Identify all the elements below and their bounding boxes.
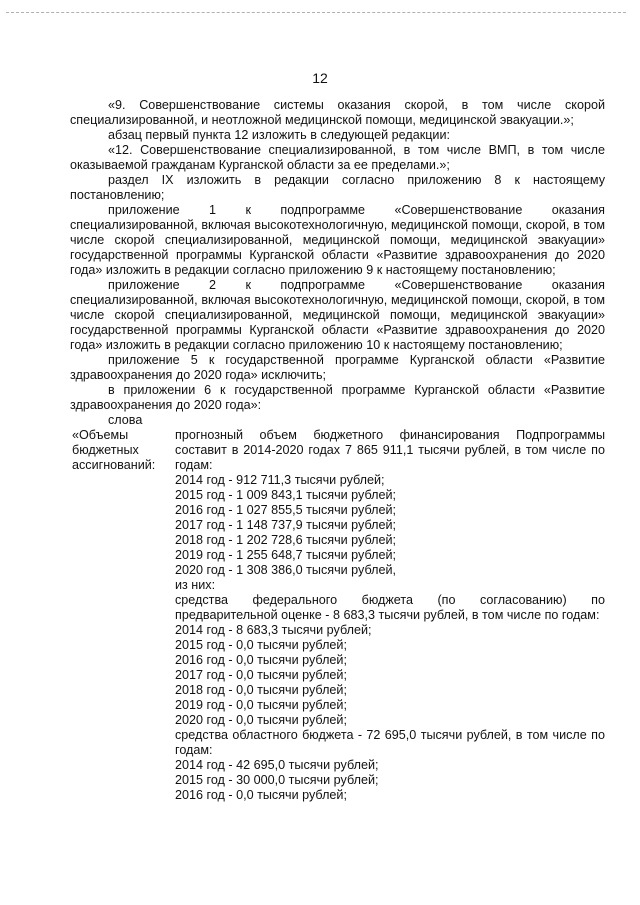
- federal-year-line: 2019 год - 0,0 тысячи рублей;: [175, 698, 347, 712]
- paragraph-item-12: «12. Совершенствование специализированной, в том числе ВМП, в том числе оказываемой гражданам Курганской области за ее пределами.»;: [70, 143, 605, 172]
- federal-year-line: 2014 год - 8 683,3 тысячи рублей;: [175, 623, 372, 637]
- total-year-line: 2020 год - 1 308 386,0 тысячи рублей,: [175, 563, 396, 577]
- budget-table: [70, 428, 605, 803]
- regional-year-line: 2016 год - 0,0 тысячи рублей;: [175, 788, 347, 802]
- budget-details: [175, 428, 605, 803]
- paragraph-appendix-6: в приложении 6 к государственной программе Курганской области «Развитие здравоохранения до 2020 года»:: [70, 383, 605, 412]
- federal-year-line: 2020 год - 0,0 тысячи рублей;: [175, 713, 347, 727]
- scan-edge-line: [6, 12, 626, 16]
- budget-label: «Объемы бюджетных ассигнований:: [72, 428, 156, 472]
- regional-intro: средства областного бюджета - 72 695,0 тысячи рублей, в том числе по годам:: [175, 728, 605, 757]
- paragraph-section-ix: раздел IX изложить в редакции согласно приложению 8 к настоящему постановлению;: [70, 173, 605, 202]
- page-number: 12: [312, 70, 328, 86]
- federal-intro: средства федерального бюджета (по согласованию) по предварительной оценке - 8 683,3 тысячи рублей, в том числе по годам:: [175, 593, 605, 622]
- total-year-line: 2018 год - 1 202 728,6 тысячи рублей;: [175, 533, 396, 547]
- paragraph-appendix-5: приложение 5 к государственной программе Курганской области «Развитие здравоохранения до 2020 года» исключить;: [70, 353, 605, 382]
- of-them-label: из них:: [175, 578, 216, 592]
- federal-year-line: 2018 год - 0,0 тысячи рублей;: [175, 683, 347, 697]
- regional-year-line: 2014 год - 42 695,0 тысячи рублей;: [175, 758, 379, 772]
- regional-year-line: 2015 год - 30 000,0 тысячи рублей;: [175, 773, 379, 787]
- budget-intro: прогнозный объем бюджетного финансирования Подпрограммы составит в 2014-2020 годах 7 865 911,1 тысячи рублей, в том числе по годам:: [175, 428, 605, 472]
- federal-year-line: 2017 год - 0,0 тысячи рублей;: [175, 668, 347, 682]
- federal-year-line: 2016 год - 0,0 тысячи рублей;: [175, 653, 347, 667]
- total-year-line: 2016 год - 1 027 855,5 тысячи рублей;: [175, 503, 396, 517]
- paragraph-words: слова: [108, 413, 143, 427]
- total-year-line: 2017 год - 1 148 737,9 тысячи рублей;: [175, 518, 396, 532]
- paragraph-instruction: абзац первый пункта 12 изложить в следующей редакции:: [108, 128, 450, 142]
- document-body: [70, 98, 605, 803]
- federal-year-line: 2015 год - 0,0 тысячи рублей;: [175, 638, 347, 652]
- paragraph-item-9: «9. Совершенствование системы оказания скорой, в том числе скорой специализированной, и неотложной медицинской помощи, медицинской эвакуации.»;: [70, 98, 605, 127]
- paragraph-appendix-2: приложение 2 к подпрограмме «Совершенствование оказания специализированной, включая высокотехнологичную, медицинской помощи, скорой, в том числе скорой специализированной, медицинской помощи, медицинской эвакуации» государственной программы Курганской области «Развитие здравоохранения до 2020 года» изложить в редакции согласно приложению 10 к настоящему постановлению;: [70, 278, 605, 352]
- total-year-line: 2019 год - 1 255 648,7 тысячи рублей;: [175, 548, 396, 562]
- total-year-line: 2014 год - 912 711,3 тысячи рублей;: [175, 473, 385, 487]
- total-year-line: 2015 год - 1 009 843,1 тысячи рублей;: [175, 488, 396, 502]
- paragraph-appendix-1: приложение 1 к подпрограмме «Совершенствование оказания специализированной, включая высокотехнологичную, медицинской помощи, скорой, в том числе скорой специализированной, медицинской помощи, медицинской эвакуации» государственной программы Курганской области «Развитие здравоохранения до 2020 года» изложить в редакции согласно приложению 9 к настоящему постановлению;: [70, 203, 605, 277]
